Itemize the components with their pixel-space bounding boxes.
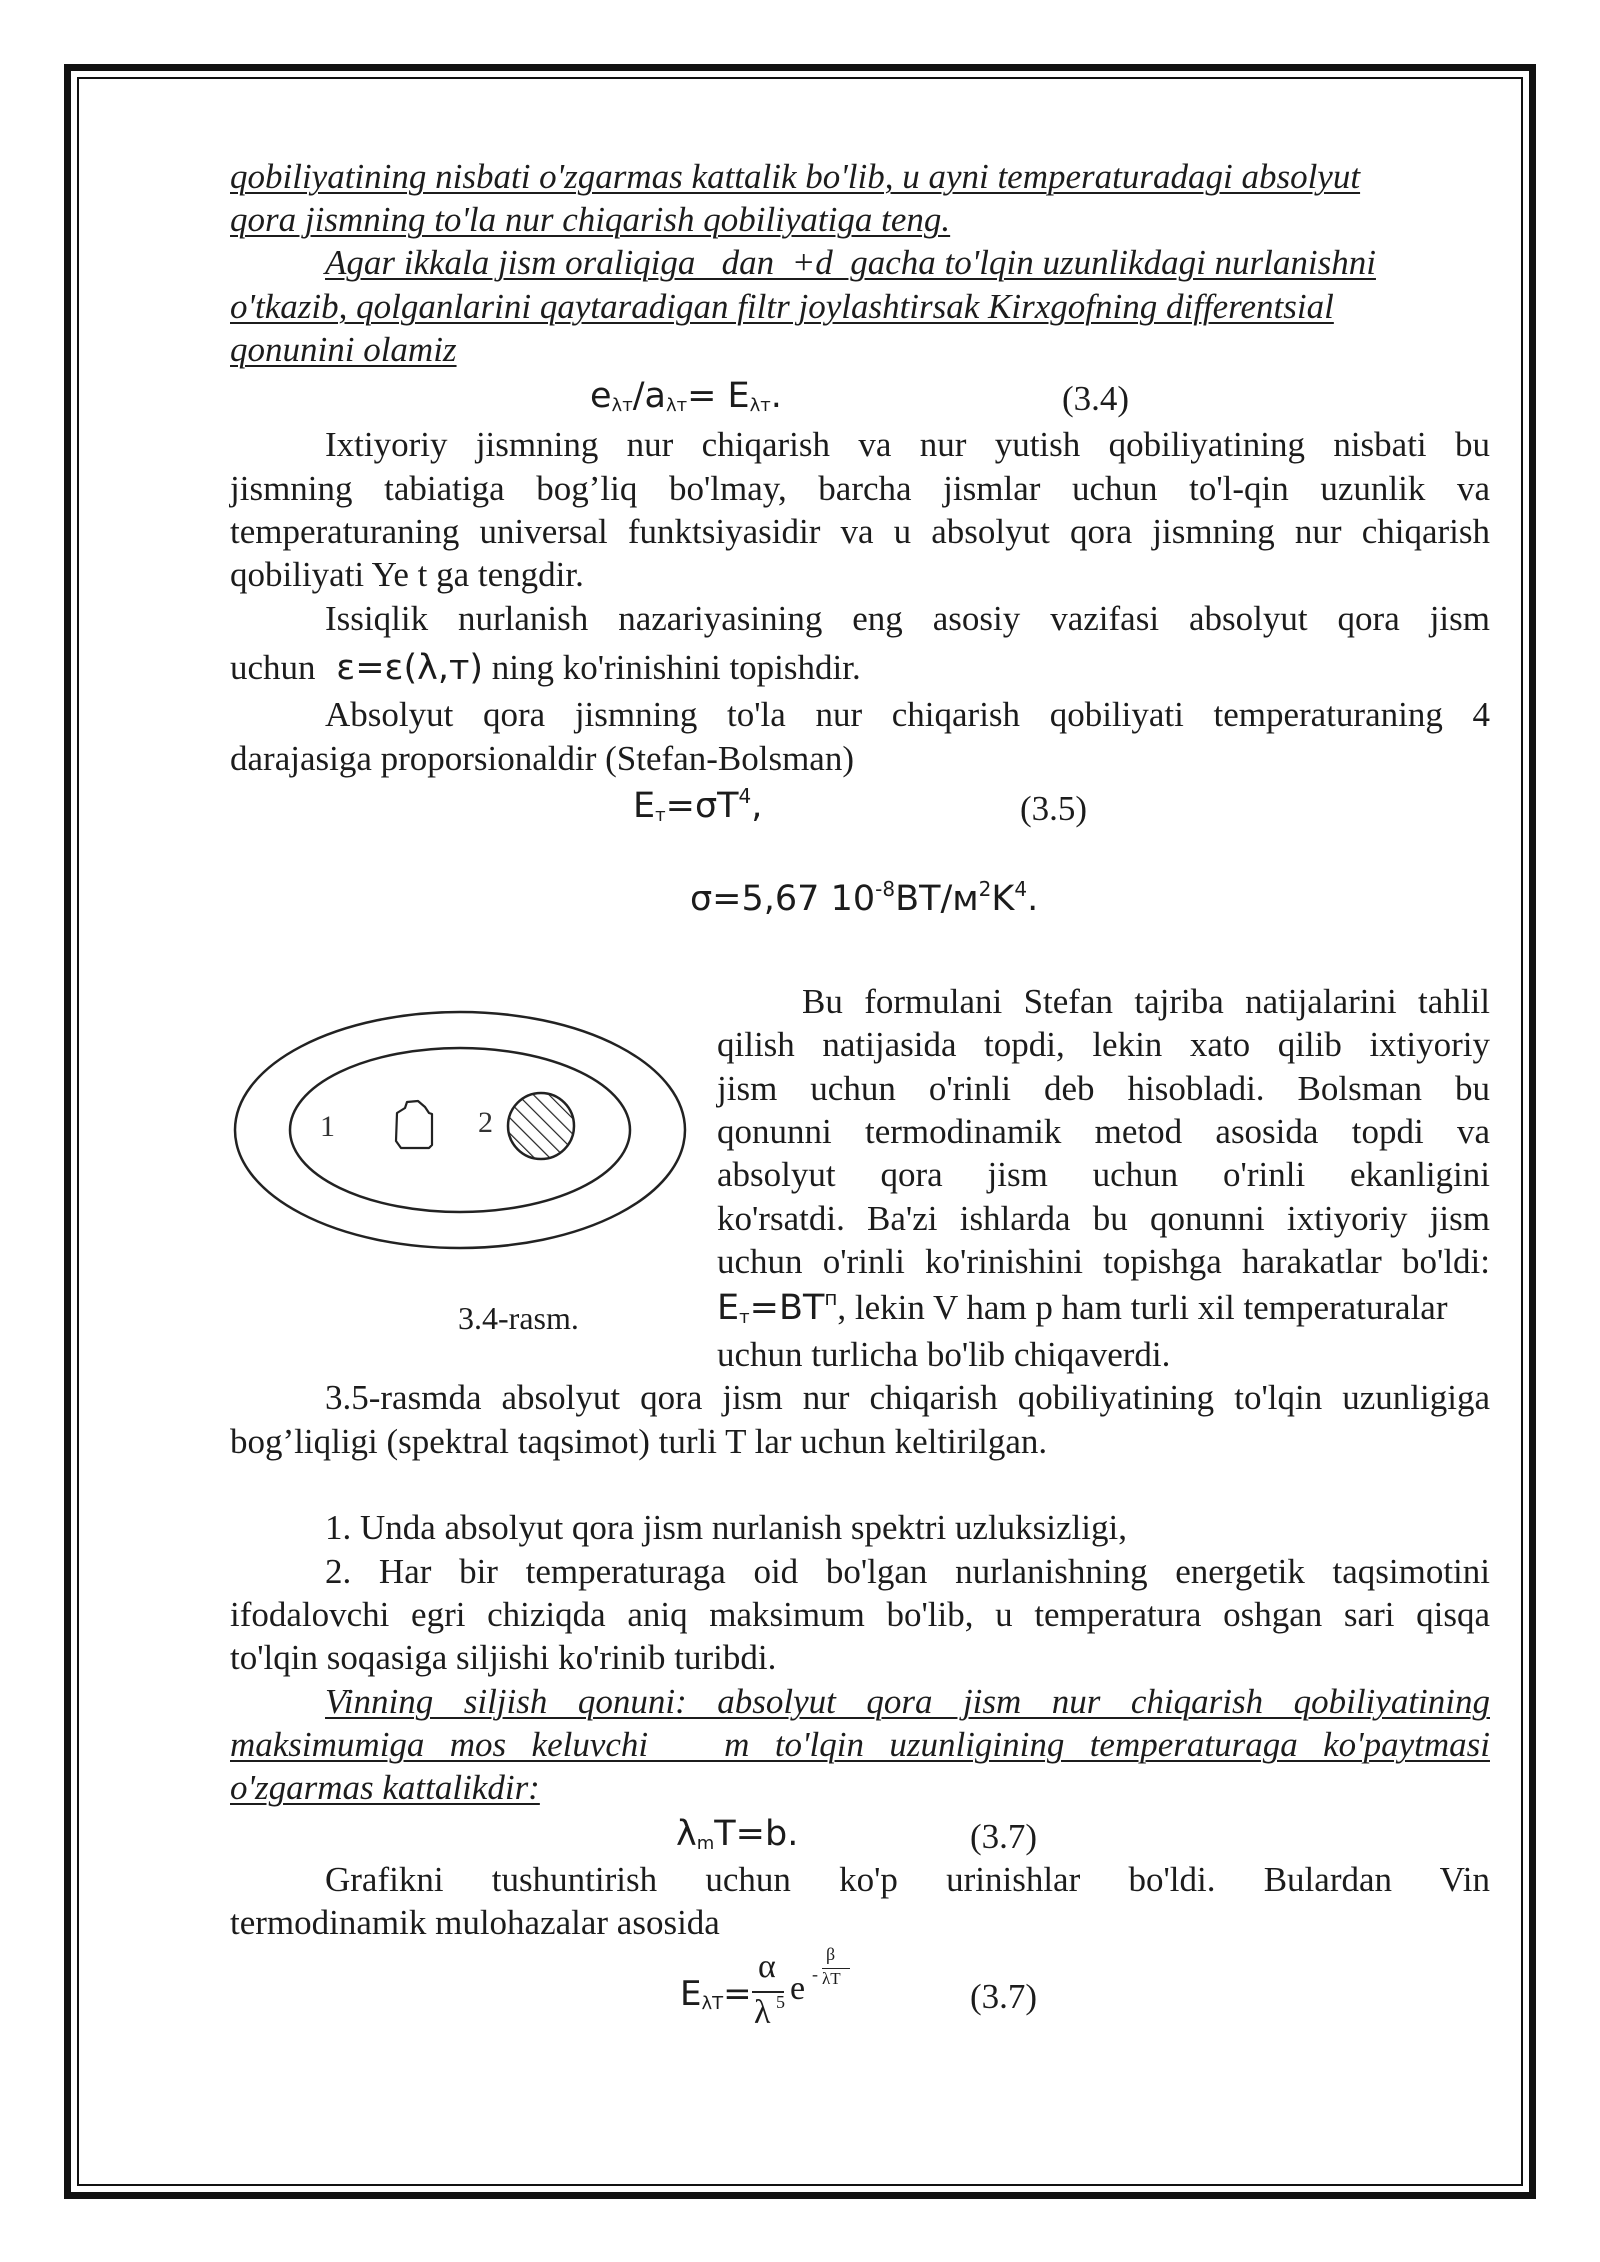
figure-caption: 3.4-rasm. <box>458 1300 579 1336</box>
text-line: qonunini olamiz <box>230 330 457 369</box>
eq-superscript: п <box>824 1286 838 1310</box>
eq-symbol <box>680 1974 752 2014</box>
text-line: Bu formulani Stefan tajriba natijalarini tahlil <box>802 982 1490 1021</box>
eq-subscript: λт <box>611 395 633 416</box>
eq-symbol: =σT <box>665 786 739 826</box>
body-1-shape <box>396 1101 432 1148</box>
eq-symbol: = E <box>687 376 750 416</box>
text-line: bog’liqligi (spektral taqsimot) turli T lar uchun keltirilgan. <box>230 1422 1048 1461</box>
text-line-content: Agar ikkala jism oraliqiga dan +d gacha to'lqin uzunlikdagi nurlanishni <box>325 243 1376 282</box>
text-line <box>230 646 861 690</box>
eq-superscript: 4 <box>1014 877 1028 901</box>
eq-symbol: . <box>770 376 782 416</box>
equation-number: (3.5) <box>1020 789 1088 828</box>
text-line: 2. Har bir temperaturaga oid bo'lgan nurlanishning energetik taqsimotini <box>325 1552 1490 1591</box>
eq-symbol: K <box>991 879 1015 919</box>
stefan-constant <box>690 878 1038 921</box>
eq-exponent-denominator: λT <box>822 1969 841 1988</box>
eq-symbol: e <box>790 1970 806 2007</box>
text-line: jism uchun o'rinli deb hisobladi. Bolsman bu <box>717 1069 1490 1108</box>
eq-subscript: λT <box>701 1993 724 2014</box>
eq-symbol: e <box>590 376 612 416</box>
equation-number: (3.7) <box>970 1977 1038 2016</box>
eq-superscript: 5 <box>776 1992 785 2012</box>
text-line <box>230 241 1376 284</box>
eq-exponent-numerator: β <box>826 1944 836 1964</box>
eq-symbol: E <box>717 1288 740 1328</box>
text-line: uchun turlicha bo'lib chiqaverdi. <box>717 1335 1171 1374</box>
eq-symbol: =BT <box>749 1288 825 1328</box>
equation-number: (3.4) <box>1062 379 1130 418</box>
text-line: ko'rsatdi. Ba'zi ishlarda bu qonunni ixtiyoriy jism <box>717 1199 1490 1238</box>
eq-superscript: -8 <box>875 877 896 901</box>
text-fragment: , lekin V ham p ham turli xil temperaturalar <box>837 1288 1448 1327</box>
eq-symbol: , <box>751 786 763 826</box>
text-line: Grafikni tushuntirish uchun ko'p urinishlar bo'ldi. Bulardan Vin <box>325 1860 1490 1899</box>
equation-3-4 <box>590 375 782 427</box>
eq-symbol: ВТ/м <box>895 879 979 919</box>
text-line: Ixtiyoriy jismning nur chiqarish va nur yutish qobiliyatining nisbati bu <box>325 425 1490 464</box>
figure-3-4 <box>225 1005 705 1265</box>
equation-wien-radiation <box>680 1944 860 2050</box>
text-line: qobiliyati Ye t ga tengdir. <box>230 555 584 594</box>
text-line-content: Vinning siljish qonuni: absolyut qora jism nur chiqarish qobiliyatining <box>325 1682 1490 1721</box>
eq-symbol: E <box>680 1974 702 2014</box>
text-line: absolyut qora jism uchun o'rinli ekanligini <box>717 1155 1490 1194</box>
figure-label-2: 2 <box>478 1106 493 1139</box>
eq-symbol: σ=5,67 10 <box>690 879 876 919</box>
inline-formula <box>717 1288 837 1328</box>
text-line: uchun o'rinli ko'rinishini topishga harakatlar bo'ldi: <box>717 1242 1490 1281</box>
eq-subscript: т <box>655 805 666 826</box>
eq-symbol: . <box>1027 879 1039 919</box>
eq-subscript: m <box>696 1833 715 1854</box>
text-line: qilish natijasida topdi, lekin xato qilib ixtiyoriy <box>717 1025 1490 1064</box>
text-line: temperaturaning universal funktsiyasidir va u absolyut qora jismning nur chiqarish <box>230 512 1490 551</box>
text-line: o'tkazib, qolganlarini qaytaradigan filtr joylashtirsak Kirxgofning differentsial <box>230 287 1334 326</box>
text-line: to'lqin soqasiga siljishi ko'rinib turibdi. <box>230 1638 777 1677</box>
figure-label-1: 1 <box>320 1110 335 1143</box>
text-fragment: uchun <box>230 648 316 687</box>
eq-symbol: - <box>812 1964 818 1984</box>
text-line <box>717 1286 1448 1339</box>
eq-numerator: α <box>758 1948 776 1985</box>
text-fragment: ning ko'rinishini topishdir. <box>491 648 861 687</box>
text-line: ifodalovchi egri chiziqda aniq maksimum bo'lib, u temperatura oshgan sari qisqa <box>230 1595 1490 1634</box>
text-line <box>230 1680 1490 1723</box>
text-line: maksimumiga mos keluvchi m to'lqin uzunligining temperaturaga ko'paytmasi <box>230 1725 1490 1764</box>
inline-formula: ε=ε(λ,т) <box>336 648 483 688</box>
text-line: 3.5-rasmda absolyut qora jism nur chiqarish qobiliyatining to'lqin uzunligiga <box>325 1378 1490 1417</box>
eq-symbol: λ <box>676 1814 697 1854</box>
eq-symbol: T=b. <box>714 1814 799 1854</box>
eq-subscript: т <box>739 1307 750 1328</box>
equation-number: (3.7) <box>970 1817 1038 1856</box>
text-line: qobiliyatining nisbati o'zgarmas kattalik bo'lib, u ayni temperaturadagi absolyut <box>230 157 1361 196</box>
inner-ellipse <box>290 1048 630 1212</box>
text-line: Absolyut qora jismning to'la nur chiqarish qobiliyati temperaturaning 4 <box>325 695 1490 734</box>
eq-subscript: λт <box>749 395 771 416</box>
eq-subscript: λт <box>665 395 688 416</box>
eq-superscript: 4 <box>738 784 752 808</box>
text-line: qonunni termodinamik metod asosida topdi va <box>717 1112 1490 1151</box>
body-2-black-body <box>508 1093 574 1159</box>
text-line: o'zgarmas kattalikdir: <box>230 1768 540 1807</box>
eq-symbol: /a <box>632 376 666 416</box>
eq-superscript: 2 <box>978 877 992 901</box>
text-line: Issiqlik nurlanish nazariyasining eng asosiy vazifasi absolyut qora jism <box>325 599 1490 638</box>
text-line: darajasiga proporsionaldir (Stefan-Bolsman) <box>230 739 854 778</box>
eq-symbol: = <box>723 1974 752 2014</box>
text-line: termodinamik mulohazalar asosida <box>230 1903 720 1942</box>
equation-3-5 <box>633 785 762 837</box>
eq-symbol: E <box>633 786 656 826</box>
text-line: 1. Unda absolyut qora jism nurlanish spektri uzluksizligi, <box>325 1508 1127 1547</box>
text-line: qora jismning to'la nur chiqarish qobiliyatiga teng. <box>230 200 951 239</box>
eq-denominator: λ <box>754 1994 771 2031</box>
text-line: jismning tabiatiga bog’liq bo'lmay, barcha jismlar uchun to'l-qin uzunlik va <box>230 469 1490 508</box>
